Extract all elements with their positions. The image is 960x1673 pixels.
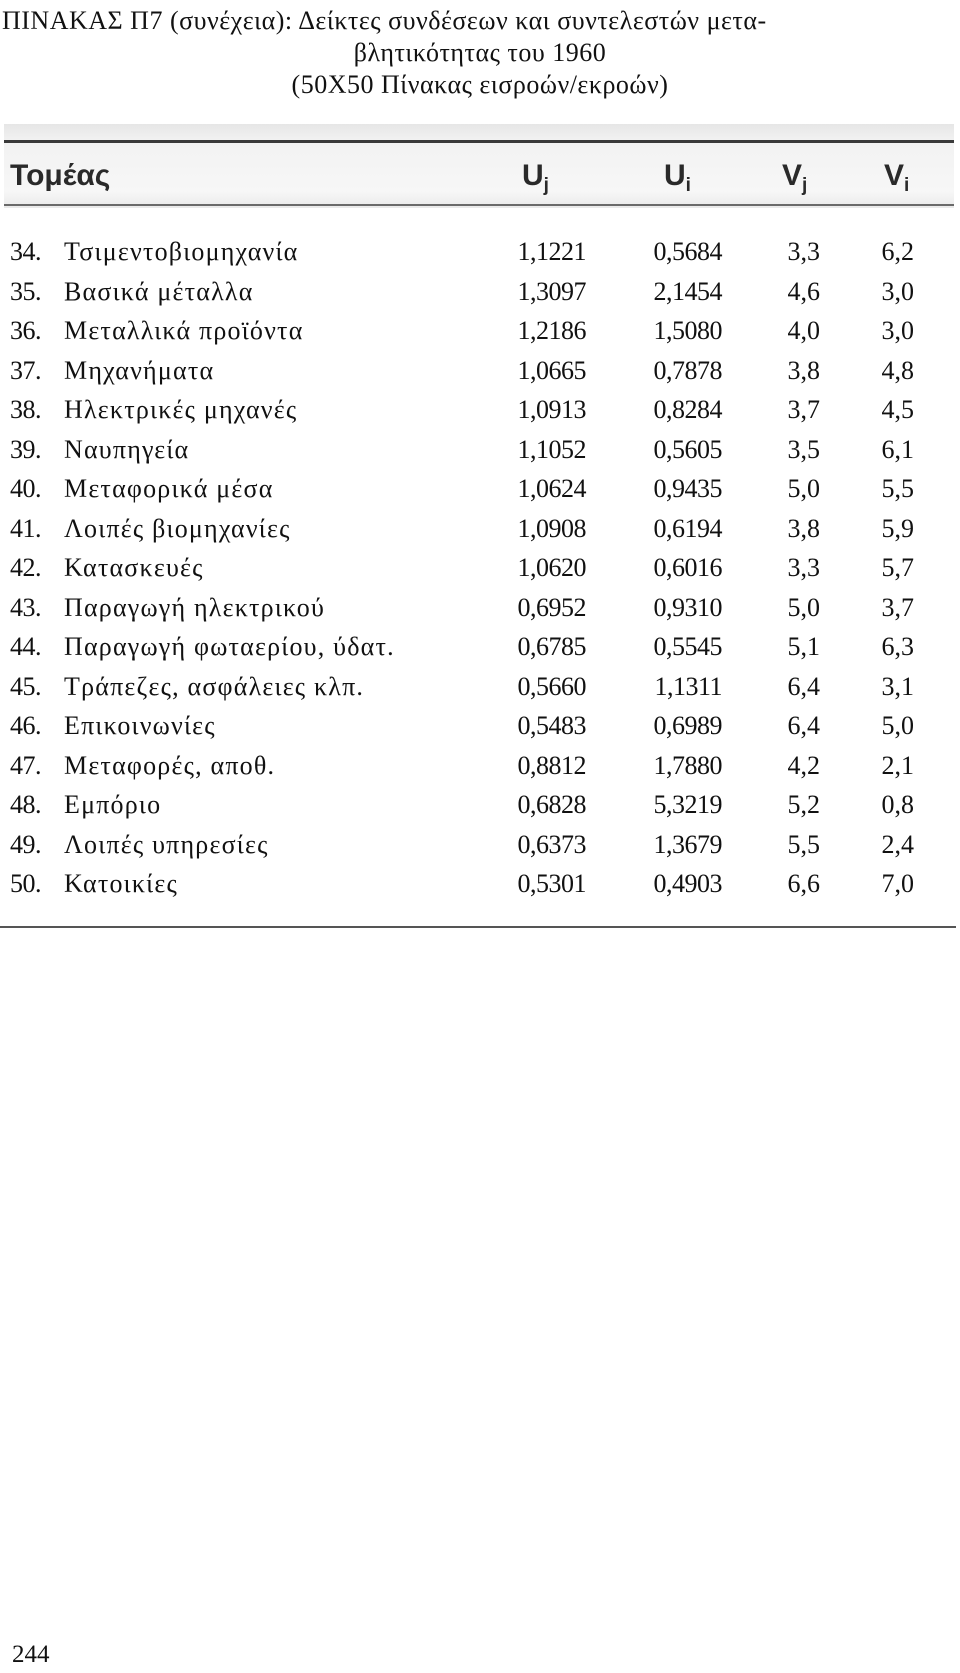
sector-name: Λοιπές βιομηχανίες bbox=[64, 513, 291, 543]
cell-vj: 3,8 bbox=[787, 355, 820, 385]
caption-line-2: βλητικότητας του 1960 bbox=[353, 38, 607, 67]
cell-uj: 1,3097 bbox=[517, 276, 586, 306]
table-row bbox=[0, 667, 960, 707]
column-header-vj bbox=[782, 156, 807, 206]
table-row bbox=[0, 390, 960, 430]
column-header-sector: Τομέας bbox=[10, 159, 111, 192]
cell-vj: 3,3 bbox=[787, 237, 820, 266]
column-header-ui bbox=[664, 156, 691, 206]
table-row bbox=[0, 272, 960, 312]
sector-name: Λοιπές υπηρεσίες bbox=[64, 829, 269, 859]
cell-vi: 7,0 bbox=[881, 869, 914, 898]
column-header-vj-base: V bbox=[782, 159, 803, 192]
cell-vj: 6,6 bbox=[787, 869, 820, 898]
cell-uj: 0,8812 bbox=[517, 750, 586, 780]
column-header-uj-subscript: j bbox=[543, 175, 549, 196]
table-row bbox=[0, 706, 960, 746]
row-number: 43. bbox=[10, 592, 41, 622]
sector-name: Μεταφορές, αποθ. bbox=[64, 750, 276, 780]
cell-ui: 1,1311 bbox=[654, 671, 722, 701]
cell-vi: 5,5 bbox=[881, 474, 914, 503]
cell-ui: 0,5605 bbox=[653, 434, 722, 464]
row-number: 34. bbox=[10, 237, 41, 266]
cell-ui: 0,5545 bbox=[653, 632, 722, 661]
table-body bbox=[0, 232, 960, 904]
cell-vj: 4,6 bbox=[787, 276, 820, 306]
cell-vi: 3,0 bbox=[881, 316, 914, 345]
cell-ui: 1,7880 bbox=[653, 750, 722, 780]
cell-uj: 1,1052 bbox=[517, 434, 586, 464]
column-header-uj-base: U bbox=[522, 159, 544, 192]
cell-vi: 3,7 bbox=[881, 592, 914, 622]
row-number: 35. bbox=[10, 276, 41, 306]
row-number: 47. bbox=[10, 750, 41, 780]
cell-ui: 0,6194 bbox=[653, 513, 722, 543]
cell-uj: 0,6952 bbox=[517, 592, 586, 622]
cell-ui: 0,8284 bbox=[653, 395, 722, 424]
sector-name: Τράπεζες, ασφάλειες κλπ. bbox=[64, 671, 365, 701]
column-header-ui-base: U bbox=[664, 159, 686, 192]
cell-uj: 1,1221 bbox=[517, 237, 586, 266]
row-number: 44. bbox=[10, 632, 41, 661]
table-row bbox=[0, 548, 960, 588]
cell-vi: 2,4 bbox=[881, 829, 914, 859]
cell-vi: 3,0 bbox=[881, 276, 914, 306]
cell-uj: 0,6373 bbox=[517, 829, 586, 859]
cell-uj: 1,0913 bbox=[517, 395, 586, 424]
sector-name: Παραγωγή φωταερίου, ύδατ. bbox=[64, 632, 395, 661]
table-row bbox=[0, 430, 960, 470]
table-row bbox=[0, 746, 960, 786]
row-number: 48. bbox=[10, 790, 41, 819]
sector-name: Τσιμεντοβιομηχανία bbox=[64, 237, 299, 266]
cell-ui: 1,3679 bbox=[653, 829, 722, 859]
row-number: 45. bbox=[10, 671, 41, 701]
sector-name: Κατασκευές bbox=[64, 553, 204, 582]
cell-uj: 1,2186 bbox=[517, 316, 586, 345]
cell-uj: 0,6785 bbox=[517, 632, 586, 661]
table-row bbox=[0, 864, 960, 904]
table-row bbox=[0, 627, 960, 667]
cell-vi: 5,9 bbox=[881, 513, 914, 543]
cell-ui: 0,9310 bbox=[653, 592, 722, 622]
table-row bbox=[0, 469, 960, 509]
cell-vj: 5,2 bbox=[787, 790, 820, 819]
table-row bbox=[0, 588, 960, 628]
column-header-vj-subscript: j bbox=[802, 175, 808, 196]
sector-name: Βασικά μέταλλα bbox=[64, 276, 254, 306]
cell-vj: 6,4 bbox=[787, 671, 820, 701]
table-row bbox=[0, 509, 960, 549]
cell-vj: 3,7 bbox=[787, 395, 820, 424]
cell-vi: 0,8 bbox=[881, 790, 914, 819]
cell-ui: 0,9435 bbox=[653, 474, 722, 503]
table-row bbox=[0, 232, 960, 272]
cell-vi: 2,1 bbox=[881, 750, 914, 780]
row-number: 46. bbox=[10, 711, 41, 740]
cell-vj: 6,4 bbox=[787, 711, 820, 740]
cell-ui: 5,3219 bbox=[653, 790, 722, 819]
cell-vj: 3,3 bbox=[787, 553, 820, 582]
cell-ui: 0,7878 bbox=[653, 355, 722, 385]
sector-name: Ηλεκτρικές μηχανές bbox=[64, 395, 298, 424]
cell-uj: 1,0620 bbox=[517, 553, 586, 582]
sector-name: Μεταλλικά προϊόντα bbox=[64, 316, 304, 345]
cell-ui: 0,4903 bbox=[653, 869, 722, 898]
cell-uj: 0,5483 bbox=[517, 711, 586, 740]
cell-vj: 4,0 bbox=[787, 316, 820, 345]
row-number: 42. bbox=[10, 553, 41, 582]
caption-line-3: (50Χ50 Πίνακας εισροών/εκροών) bbox=[291, 70, 669, 99]
row-number: 39. bbox=[10, 434, 41, 464]
row-number: 49. bbox=[10, 829, 41, 859]
cell-vj: 5,0 bbox=[787, 592, 820, 622]
sector-name: Μηχανήματα bbox=[64, 355, 215, 385]
cell-vj: 5,0 bbox=[787, 474, 820, 503]
caption-line-1: ΠΙΝΑΚΑΣ Π7 (συνέχεια): Δείκτες συνδέσεων και συντελεστών μετα- bbox=[2, 6, 767, 35]
column-header-ui-subscript: i bbox=[685, 175, 691, 196]
cell-uj: 0,5660 bbox=[517, 671, 586, 701]
cell-vj: 3,8 bbox=[787, 513, 820, 543]
cell-vi: 6,3 bbox=[881, 632, 914, 661]
cell-uj: 1,0624 bbox=[517, 474, 586, 503]
column-header-uj bbox=[522, 156, 549, 206]
cell-uj: 0,5301 bbox=[517, 869, 586, 898]
sector-name: Επικοινωνίες bbox=[64, 711, 216, 740]
cell-vi: 5,7 bbox=[881, 553, 914, 582]
table-bottom-rule bbox=[0, 926, 956, 928]
table-top-rule bbox=[4, 140, 954, 143]
cell-vi: 4,8 bbox=[881, 355, 914, 385]
table-row bbox=[0, 785, 960, 825]
column-header-vi-base: V bbox=[884, 159, 905, 192]
column-header-vi-subscript: i bbox=[904, 175, 910, 196]
cell-ui: 2,1454 bbox=[653, 276, 722, 306]
cell-ui: 0,6989 bbox=[653, 711, 722, 740]
cell-vi: 5,0 bbox=[881, 711, 914, 740]
cell-uj: 1,0665 bbox=[517, 355, 586, 385]
cell-vi: 6,2 bbox=[881, 237, 914, 266]
table-header-rule bbox=[4, 204, 954, 206]
cell-vj: 4,2 bbox=[787, 750, 820, 780]
row-number: 37. bbox=[10, 355, 41, 385]
row-number: 50. bbox=[10, 869, 41, 898]
sector-name: Εμπόριο bbox=[64, 790, 162, 819]
page-number: 244 bbox=[12, 1641, 50, 1668]
row-number: 41. bbox=[10, 513, 41, 543]
sector-name: Κατοικίες bbox=[64, 869, 178, 898]
row-number: 38. bbox=[10, 395, 41, 424]
cell-vi: 4,5 bbox=[881, 395, 914, 424]
cell-vi: 6,1 bbox=[881, 434, 914, 464]
sector-name: Μεταφορικά μέσα bbox=[64, 474, 274, 503]
cell-vj: 3,5 bbox=[787, 434, 820, 464]
cell-vi: 3,1 bbox=[881, 671, 914, 701]
cell-ui: 0,6016 bbox=[653, 553, 722, 582]
table-row bbox=[0, 311, 960, 351]
cell-vj: 5,1 bbox=[787, 632, 820, 661]
row-number: 36. bbox=[10, 316, 41, 345]
cell-vj: 5,5 bbox=[787, 829, 820, 859]
table-row bbox=[0, 825, 960, 865]
cell-ui: 1,5080 bbox=[653, 316, 722, 345]
sector-name: Παραγωγή ηλεκτρικού bbox=[64, 592, 326, 622]
cell-uj: 0,6828 bbox=[517, 790, 586, 819]
row-number: 40. bbox=[10, 474, 41, 503]
cell-ui: 0,5684 bbox=[653, 237, 722, 266]
column-header-vi bbox=[884, 156, 909, 206]
sector-name: Ναυπηγεία bbox=[64, 434, 190, 464]
cell-uj: 1,0908 bbox=[517, 513, 586, 543]
table-header-background bbox=[4, 124, 954, 208]
table-row bbox=[0, 351, 960, 391]
